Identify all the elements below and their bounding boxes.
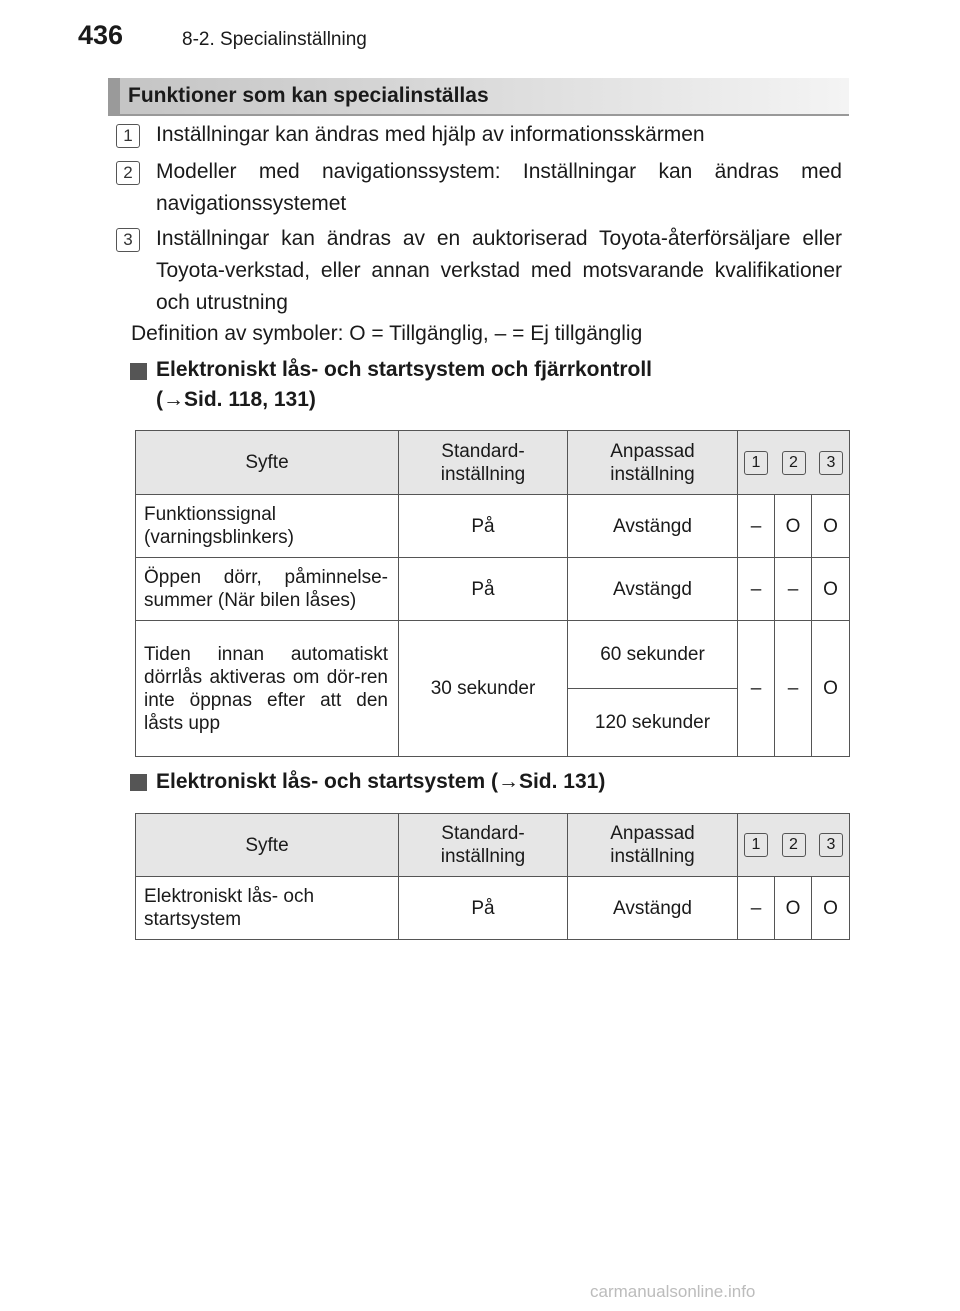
number-1-icon: 1	[744, 833, 768, 857]
header-icons	[738, 814, 850, 877]
page-number: 436	[78, 20, 124, 50]
table-row	[136, 877, 850, 940]
table-row	[136, 558, 850, 621]
cell-anpassad: 120 sekunder	[568, 689, 738, 757]
number-2-icon: 2	[782, 451, 806, 475]
cell-c3: O	[812, 877, 850, 940]
symbol-definition: Definition av symboler: O = Tillgänglig, – = Ej tillgänglig	[131, 322, 643, 345]
cell-standard: På	[399, 558, 568, 621]
section-title: Funktioner som kan specialinställas	[128, 84, 489, 107]
cell-c2: –	[775, 621, 812, 757]
number-2-icon: 2	[782, 833, 806, 857]
list-item-3: Inställningar kan ändras av en auktoriserad Toyota-återförsäljare eller Toyota-verkstad, eller annan verkstad med motsvarande kvalifikationer och utrustning	[156, 227, 842, 314]
running-title: 8-2. Specialinställning	[182, 29, 367, 50]
header-icons	[738, 431, 850, 495]
table-header-row	[136, 814, 850, 877]
cell-c1: –	[738, 877, 775, 940]
table1-title-line2: (→Sid. 118, 131)	[156, 388, 316, 411]
number-2-icon: 2	[116, 161, 140, 185]
cell-syfte: Öppen dörr, påminnelse-summer (När bilen låses)	[136, 558, 399, 621]
header-anpassad: Anpassad inställning	[568, 431, 738, 495]
table1-title-line1: Elektroniskt lås- och startsystem och fjärrkontroll	[156, 358, 652, 381]
square-bullet-icon	[130, 363, 147, 380]
cell-standard: På	[399, 495, 568, 558]
number-3-icon: 3	[819, 833, 843, 857]
settings-table-1	[135, 430, 850, 757]
header-standard: Standard-inställning	[399, 814, 568, 877]
section-header-accent	[108, 78, 120, 114]
section-header-bar	[108, 78, 849, 114]
table2-title: Elektroniskt lås- och startsystem (→Sid. 131)	[156, 770, 606, 793]
cell-c3: O	[812, 621, 850, 757]
cell-standard: 30 sekunder	[399, 621, 568, 757]
cell-anpassad: Avstängd	[568, 877, 738, 940]
header-standard: Standard-inställning	[399, 431, 568, 495]
watermark: carmanualsonline.info	[590, 1282, 756, 1301]
header-syfte: Syfte	[136, 814, 399, 877]
number-1-icon: 1	[744, 451, 768, 475]
cell-c1: –	[738, 495, 775, 558]
section-divider	[108, 114, 849, 116]
cell-c1: –	[738, 621, 775, 757]
table-header-row	[136, 431, 850, 495]
cell-syfte: Funktionssignal (varningsblinkers)	[136, 495, 399, 558]
table-row	[136, 621, 850, 689]
number-3-icon: 3	[116, 228, 140, 252]
cell-c2: O	[775, 877, 812, 940]
cell-syfte: Elektroniskt lås- och startsystem	[136, 877, 399, 940]
cell-syfte: Tiden innan automatiskt dörrlås aktiveras om dör-ren inte öppnas efter att den låsts upp	[136, 621, 399, 757]
cell-c3: O	[812, 558, 850, 621]
cell-standard: På	[399, 877, 568, 940]
number-3-icon: 3	[819, 451, 843, 475]
cell-anpassad: 60 sekunder	[568, 621, 738, 689]
cell-c2: –	[775, 558, 812, 621]
table1-title	[156, 355, 652, 415]
header-syfte: Syfte	[136, 431, 399, 495]
list-item-2: Modeller med navigationssystem: Inställningar kan ändras med navigationssystemet	[156, 160, 842, 215]
cell-anpassad: Avstängd	[568, 495, 738, 558]
cell-c3: O	[812, 495, 850, 558]
cell-anpassad: Avstängd	[568, 558, 738, 621]
table-row	[136, 495, 850, 558]
list-item-1: Inställningar kan ändras med hjälp av informationsskärmen	[156, 123, 705, 146]
cell-c1: –	[738, 558, 775, 621]
settings-table-2	[135, 813, 850, 940]
square-bullet-icon	[130, 774, 147, 791]
header-anpassad: Anpassad inställning	[568, 814, 738, 877]
cell-c2: O	[775, 495, 812, 558]
number-1-icon: 1	[116, 124, 140, 148]
